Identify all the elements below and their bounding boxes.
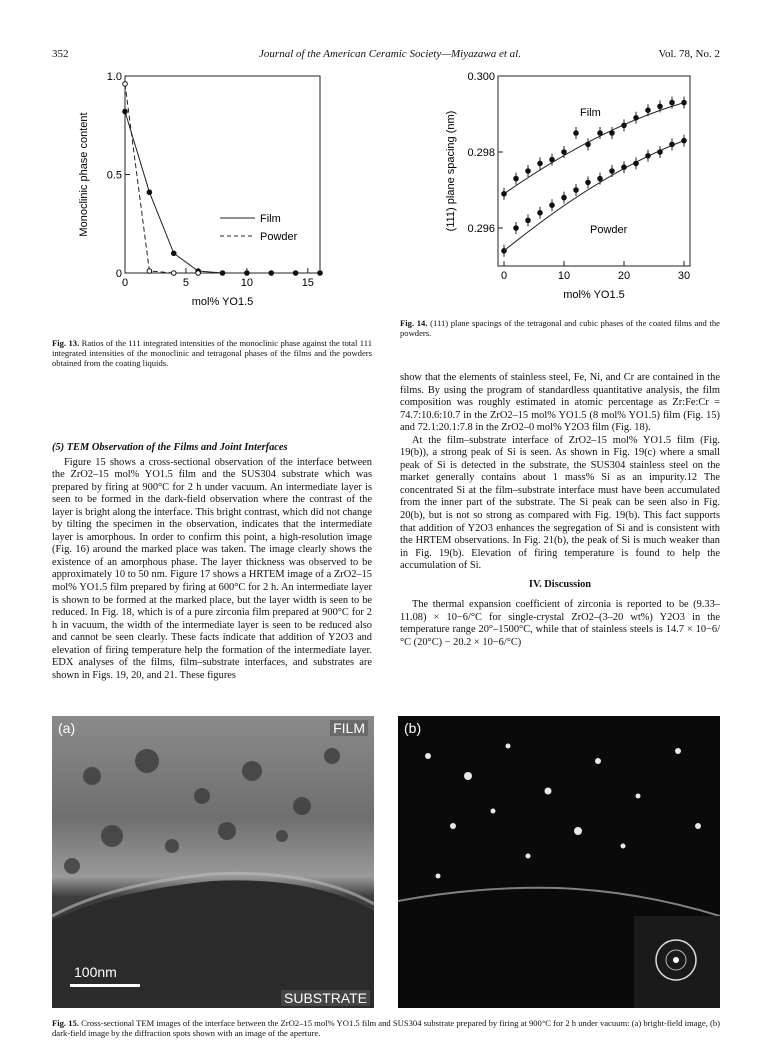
volume-label: Vol. 78, No. 2 bbox=[658, 48, 720, 60]
data-point-powder bbox=[646, 154, 651, 159]
data-point-film bbox=[245, 271, 250, 276]
data-point-film bbox=[682, 100, 687, 105]
data-point-film bbox=[538, 161, 543, 166]
right-paragraph-1: show that the elements of stainless steel, Fe, Ni, and Cr are contained in the films. By using the program of standardless quantitative analysis, the film composition was roughly estimated in atomic percentage as Zr:Fe:Cr = 74.7:10.6:10.7 in the ZrO2–15 mol% YO1.5 (8 mol% YO1.5) film (Fig. 15) and 72.1:20.1:7.8 in the ZrO2–0 mol% Y2O3 film (Fig. 18). bbox=[400, 372, 720, 434]
fig15-caption-label: Fig. 15. bbox=[52, 1018, 79, 1028]
x-tick-label: 20 bbox=[617, 270, 631, 282]
legend-label-powder: Powder bbox=[260, 231, 298, 243]
data-point-powder bbox=[658, 150, 663, 155]
data-point-powder bbox=[502, 249, 507, 254]
page-number: 352 bbox=[52, 48, 69, 60]
data-point-film bbox=[586, 142, 591, 147]
x-tick-label: 10 bbox=[557, 270, 571, 282]
substrate-label: SUBSTRATE bbox=[281, 990, 370, 1006]
x-tick-label: 15 bbox=[301, 277, 314, 289]
series-line-film bbox=[125, 112, 320, 274]
dark-field-texture bbox=[398, 716, 720, 1008]
data-point-powder bbox=[610, 169, 615, 174]
y-tick-label: 0.298 bbox=[467, 147, 495, 159]
y-tick-label: 0.5 bbox=[106, 169, 122, 182]
data-point-film bbox=[318, 271, 323, 276]
y-axis-label: Monoclinic phase content bbox=[78, 112, 90, 237]
data-point-powder bbox=[670, 142, 675, 147]
data-point-powder bbox=[538, 211, 543, 216]
data-point-powder bbox=[196, 271, 201, 276]
data-point-film bbox=[622, 123, 627, 128]
data-point-film bbox=[550, 157, 555, 162]
data-point-film bbox=[634, 116, 639, 121]
x-tick-label: 10 bbox=[240, 277, 253, 289]
right-paragraph-3: The thermal expansion coefficient of zirconia is reported to be (9.33–11.08) × 10−6/°C for single-crystal ZrO2–(3–20 wt%) Y2O3 in the temperature range 20°–1500°C, while that of stainless steels is 14.7 × 10−6/°C (20°C) − 20.2 × 10−6/°C) bbox=[400, 599, 720, 648]
x-tick-label: 30 bbox=[677, 270, 691, 282]
fig13-caption-label: Fig. 13. bbox=[52, 338, 80, 348]
y-axis-label: (111) plane spacing (nm) bbox=[445, 110, 457, 232]
data-point-film bbox=[598, 131, 603, 136]
fig13-caption bbox=[52, 338, 372, 369]
data-point-powder bbox=[682, 138, 687, 143]
panel-b-label: (b) bbox=[404, 720, 422, 736]
data-point-powder bbox=[586, 180, 591, 185]
data-point-powder bbox=[147, 269, 152, 274]
panel-a-label: (a) bbox=[58, 720, 76, 736]
data-point-film bbox=[123, 109, 128, 114]
x-tick-label: 5 bbox=[182, 277, 189, 289]
scale-bar-label: 100nm bbox=[74, 964, 117, 980]
film-label: FILM bbox=[330, 720, 368, 736]
annotation-powder: Powder bbox=[590, 224, 628, 236]
legend-label-film: Film bbox=[260, 213, 281, 225]
fig13-caption-text: Ratios of the 111 integrated intensities of the monoclinic phase against the total 111 integrated intensities of the monoclinic and tetragonal phases of the films and the powders obtained from the coating liquids. bbox=[52, 338, 372, 369]
plot-frame bbox=[125, 76, 320, 273]
data-point-powder bbox=[526, 218, 531, 223]
tem-bright-field-image bbox=[52, 716, 374, 1008]
data-point-powder bbox=[514, 226, 519, 231]
data-point-film bbox=[171, 251, 176, 256]
x-axis-label: mol% YO1.5 bbox=[191, 296, 254, 308]
y-tick-label: 0.300 bbox=[467, 71, 495, 83]
data-point-film bbox=[147, 190, 152, 195]
data-point-film bbox=[269, 271, 274, 276]
data-point-powder bbox=[123, 82, 128, 87]
y-tick-label: 0 bbox=[115, 268, 122, 280]
fig14-caption-label: Fig. 14. bbox=[400, 318, 428, 328]
y-tick-label: 0.296 bbox=[467, 223, 495, 235]
data-point-film bbox=[514, 176, 519, 181]
journal-header: Journal of the American Ceramic Society—Miyazawa et al. bbox=[259, 48, 521, 60]
x-axis-label: mol% YO1.5 bbox=[563, 289, 625, 301]
left-column bbox=[52, 442, 372, 682]
data-point-powder bbox=[622, 165, 627, 170]
fig15-caption-text: Cross-sectional TEM images of the interface between the ZrO2–15 mol% YO1.5 film and SUS304 substrate prepared by firing at 900°C for 2 h under vacuum: (a) bright-field image, (b) dark-field image by the diffraction spots shown with an image of the aperture. bbox=[52, 1018, 720, 1039]
fig14-caption bbox=[400, 318, 720, 338]
data-point-film bbox=[658, 104, 663, 109]
data-point-film bbox=[526, 169, 531, 174]
data-point-powder bbox=[562, 195, 567, 200]
data-point-powder bbox=[574, 188, 579, 193]
data-point-powder bbox=[634, 161, 639, 166]
fig14-caption-text: (111) plane spacings of the tetragonal and cubic phases of the coated films and the powders. bbox=[400, 318, 720, 339]
data-point-film bbox=[670, 100, 675, 105]
series-line-powder bbox=[125, 84, 198, 273]
section-heading: (5) TEM Observation of the Films and Joint Interfaces bbox=[52, 442, 288, 453]
right-paragraph-2: At the film–substrate interface of ZrO2–15 mol% YO1.5 film (Fig. 19(b)), a strong peak of Si is seen. As shown in Fig. 19(c) where a small peak of Si is detected in the substrate, the SUS304 stainless steel on the market generally contains about 1 mass% Si as an impurity.12 The concentrated Si at the film–substrate interface must have been accumulated from the inner part of the substrate. The Si peak can be seen also in Fig. 20(b), but is not so strong as compared with Fig. 19(b). This fact supports that addition of Y2O3 enhances the segregation of Si and is consistent with the HRTEM observations. In Fig. 21(b), the peak of Si is much weaker than in Fig. 19(b). Elevation of firing temperature is found to help the accumulation of Si. bbox=[400, 434, 720, 572]
y-tick-label: 1.0 bbox=[106, 71, 122, 83]
data-point-film bbox=[293, 271, 298, 276]
data-point-film bbox=[574, 131, 579, 136]
data-point-film bbox=[502, 192, 507, 197]
data-point-film bbox=[646, 108, 651, 113]
scale-bar bbox=[70, 984, 140, 987]
data-point-powder bbox=[171, 271, 176, 276]
fig13-chart bbox=[70, 68, 340, 318]
fig14-chart bbox=[440, 68, 700, 308]
x-tick-label: 0 bbox=[121, 277, 129, 289]
data-point-powder bbox=[550, 203, 555, 208]
data-point-film bbox=[610, 131, 615, 136]
discussion-heading: IV. Discussion bbox=[528, 578, 592, 590]
left-paragraph: Figure 15 shows a cross-sectional observation of the interface between the ZrO2–15 mol% YO1.5 film and the SUS304 substrate which was prepared by firing at 900°C for 2 h under vacuum. An intermediate layer is seen to be formed in the dark-field observation where the contrast of the layer is bright along the interface. This bright contrast, which did not change by tilting the specimen in the observation, indicates that the intermediate layer is amorphous. In order to confirm this point, a high-resolution image (Fig. 16) around the marked place was taken. The image clearly shows the existence of an amorphous phase. The layer thickness was observed to be approximately 10 to 50 nm. Figure 17 shows a HRTEM image of a ZrO2–15 mol% YO1.5 film prepared by firing at 600°C for 2 h. An intermediate layer is shown to be formed at the marked place, but the layer width is seen to be reduced. In Fig. 18, which is of a pure zirconia film prepared at 900°C for 2 h in vacuum, the width of the intermediate layer is seen to be reduced also and cannot be seen clearly. These facts indicate that addition of Y2O3 and elevation of firing temperature help the formation of the intermediate layer. EDX analyses of the films, film–substrate interfaces, and substrates are shown in Figs. 19, 20, and 21. These figures bbox=[52, 456, 372, 681]
tem-dark-field-image bbox=[398, 716, 720, 1008]
right-column bbox=[400, 372, 720, 649]
data-point-film bbox=[562, 150, 567, 155]
fig15-caption bbox=[52, 1018, 720, 1038]
x-tick-label: 0 bbox=[500, 270, 508, 282]
data-point-powder bbox=[598, 176, 603, 181]
annotation-film: Film bbox=[580, 107, 601, 119]
data-point-film bbox=[220, 271, 225, 276]
